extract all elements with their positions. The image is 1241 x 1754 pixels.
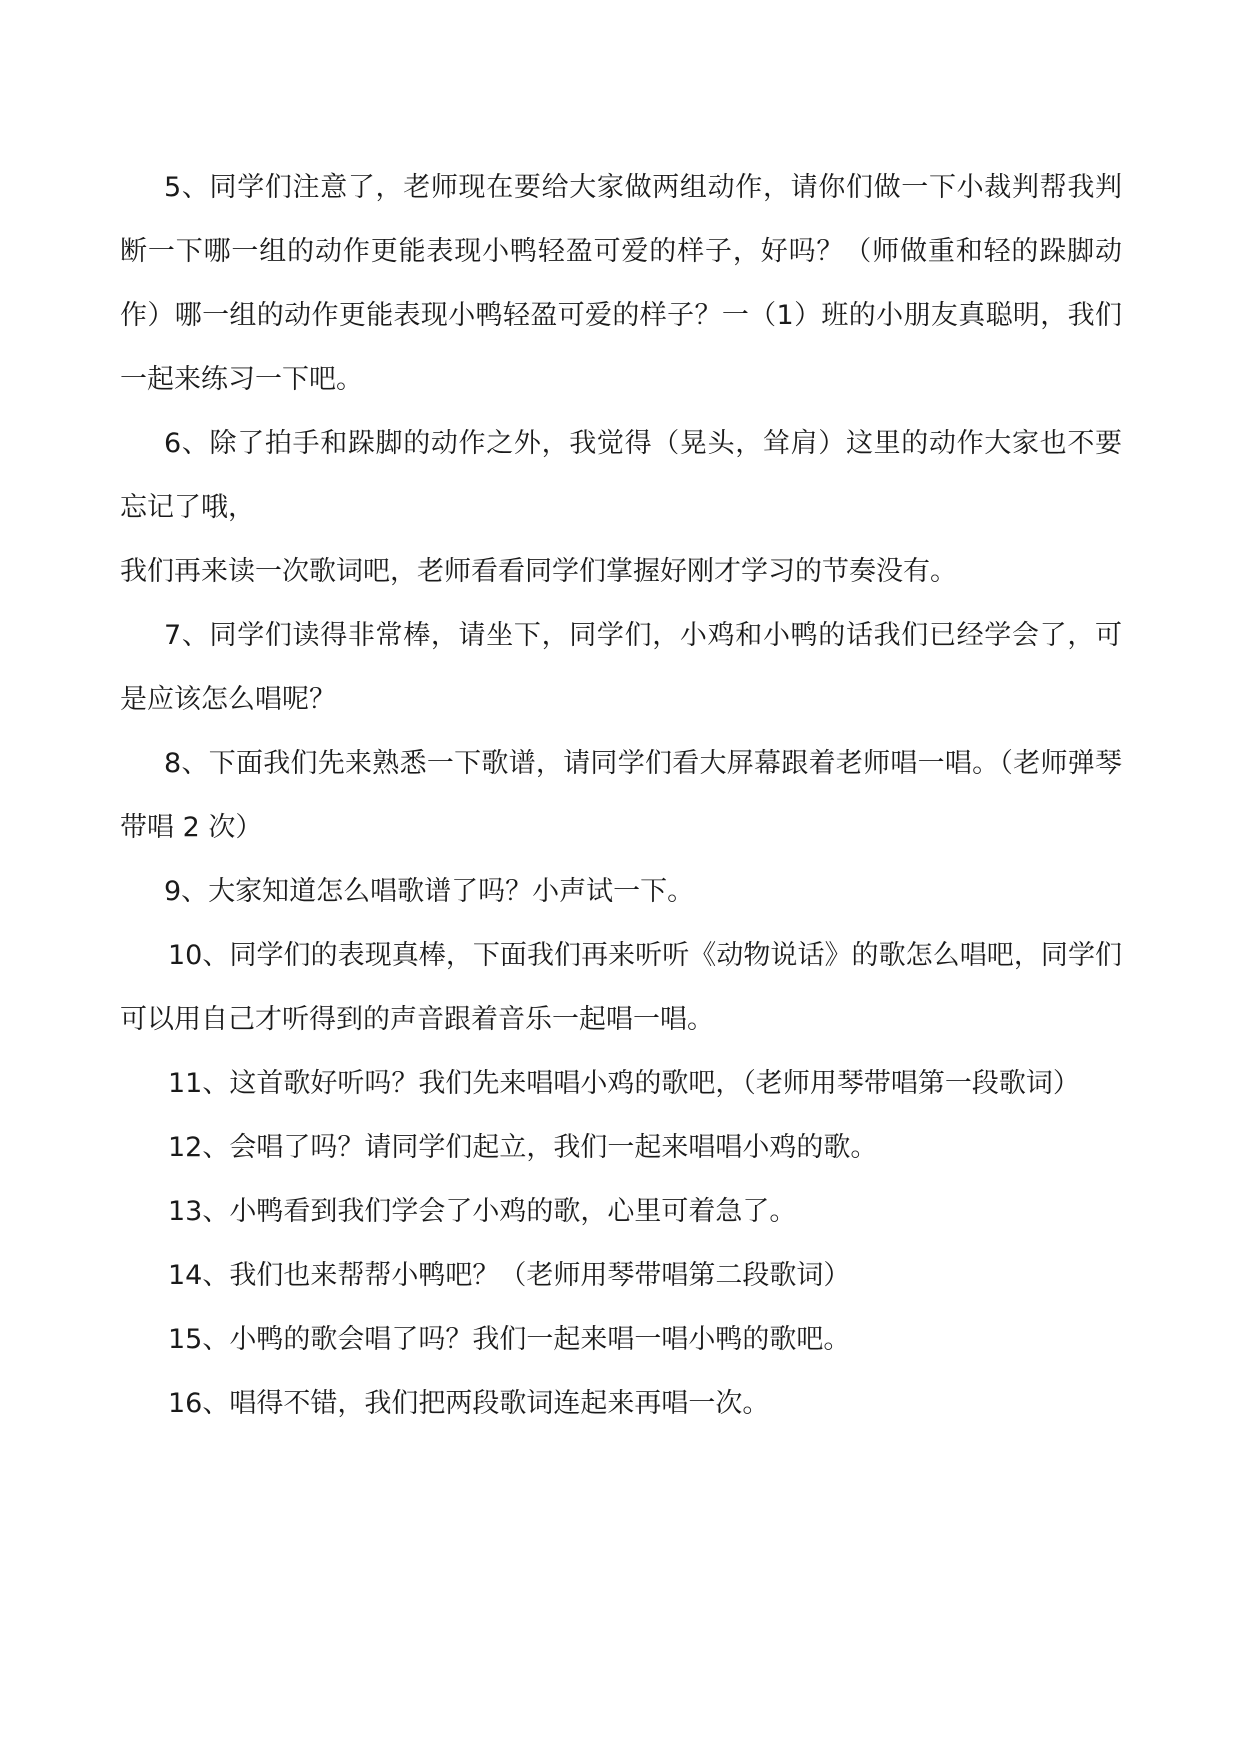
paragraph-step-11: 11、这首歌好听吗？我们先来唱唱小鸡的歌吧，（老师用琴带唱第一段歌词）	[168, 1068, 1080, 1099]
paragraph-step-7: 7、同学们读得非常棒，请坐下，同学们，小鸡和小鸭的话我们已经学会了，可是应该怎么唱呢？	[120, 620, 1122, 715]
paragraph-step-15: 15、小鸭的歌会唱了吗？我们一起来唱一唱小鸭的歌吧。	[168, 1324, 851, 1355]
paragraph-step-9: 9、大家知道怎么唱歌谱了吗？小声试一下。	[164, 876, 695, 907]
paragraph-step-14: 14、我们也来帮帮小鸭吧？（老师用琴带唱第二段歌词）	[168, 1260, 851, 1291]
paragraph-step-6: 6、除了拍手和跺脚的动作之外，我觉得（晃头，耸肩）这里的动作大家也不要忘记了哦，	[120, 428, 1122, 523]
document-page	[120, 156, 1122, 1436]
paragraph-step-16: 16、唱得不错，我们把两段歌词连起来再唱一次。	[168, 1388, 770, 1419]
paragraph-reading-note: 我们再来读一次歌词吧，老师看看同学们掌握好刚才学习的节奏没有。	[120, 556, 957, 587]
paragraph-step-10: 10、同学们的表现真棒，下面我们再来听听《动物说话》的歌怎么唱吧，同学们可以用自己才听得到的声音跟着音乐一起唱一唱。	[120, 940, 1122, 1035]
paragraph-step-13: 13、小鸭看到我们学会了小鸡的歌，心里可着急了。	[168, 1196, 797, 1227]
paragraph-step-5: 5、同学们注意了，老师现在要给大家做两组动作，请你们做一下小裁判帮我判断一下哪一组的动作更能表现小鸭轻盈可爱的样子，好吗？（师做重和轻的跺脚动作）哪一组的动作更能表现小鸭轻盈可爱的样子？一（1）班的小朋友真聪明，我们一起来练习一下吧。	[120, 172, 1122, 395]
paragraph-step-12: 12、会唱了吗？请同学们起立，我们一起来唱唱小鸡的歌。	[168, 1132, 878, 1163]
paragraph-step-8: 8、下面我们先来熟悉一下歌谱，请同学们看大屏幕跟着老师唱一唱。（老师弹琴带唱 2 次）	[120, 748, 1122, 843]
